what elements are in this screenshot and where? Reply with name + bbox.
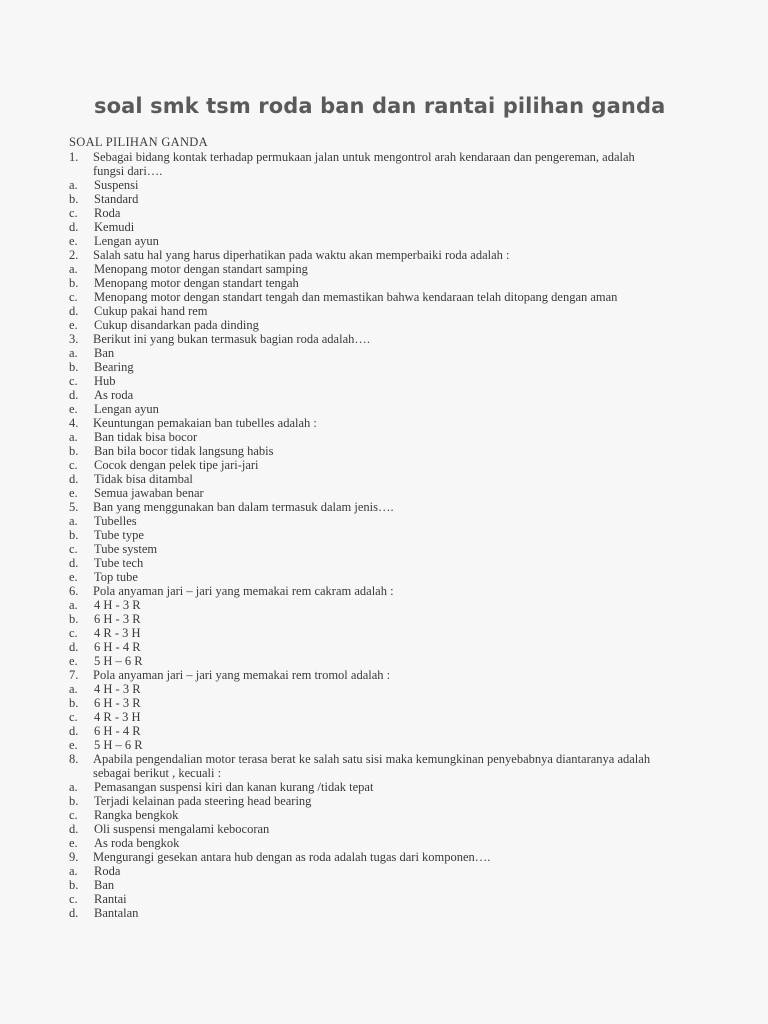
- option-letter: a.: [69, 598, 78, 612]
- option-letter: b.: [69, 192, 79, 206]
- option-text: Tube system: [94, 542, 158, 556]
- option-letter: d.: [69, 556, 79, 570]
- option-text: Oli suspensi mengalami kebocoran: [94, 822, 270, 836]
- option-item: [69, 696, 709, 710]
- option-text: Tube tech: [94, 556, 144, 570]
- option-item: [69, 808, 709, 822]
- option-item: [69, 822, 709, 836]
- option-item: [69, 864, 709, 878]
- option-text: Ban: [94, 346, 115, 360]
- question-text-continuation: [69, 164, 709, 178]
- option-text: Terjadi kelainan pada steering head bearing: [94, 794, 312, 808]
- option-letter: c.: [69, 458, 78, 472]
- option-text: 6 H - 4 R: [94, 724, 141, 738]
- question-text: Ban yang menggunakan ban dalam termasuk dalam jenis….: [93, 500, 394, 514]
- option-item: [69, 444, 709, 458]
- option-item: [69, 654, 709, 668]
- option-item: [69, 178, 709, 192]
- question-text: Keuntungan pemakaian ban tubelles adalah :: [93, 416, 317, 430]
- option-letter: e.: [69, 234, 78, 248]
- question-9: [69, 850, 709, 864]
- option-letter: a.: [69, 514, 78, 528]
- option-item: [69, 402, 709, 416]
- option-item: [69, 318, 709, 332]
- option-item: [69, 640, 709, 654]
- question-number: 7.: [69, 668, 79, 682]
- option-letter: b.: [69, 878, 79, 892]
- option-item: [69, 724, 709, 738]
- option-text: Ban: [94, 878, 115, 892]
- question-text: Pola anyaman jari – jari yang memakai rem tromol adalah :: [93, 668, 391, 682]
- option-text: Cukup disandarkan pada dinding: [94, 318, 259, 332]
- option-letter: d.: [69, 906, 79, 920]
- option-letter: c.: [69, 808, 78, 822]
- option-item: [69, 458, 709, 472]
- option-letter: c.: [69, 206, 78, 220]
- question-text: Salah satu hal yang harus diperhatikan pada waktu akan memperbaiki roda adalah :: [93, 248, 510, 262]
- question-text-cont: sebagai berikut , kecuali :: [93, 766, 222, 780]
- option-text: Kemudi: [94, 220, 135, 234]
- option-text: 4 R - 3 H: [94, 626, 141, 640]
- question-number: 5.: [69, 500, 79, 514]
- option-text: 4 H - 3 R: [94, 682, 141, 696]
- option-letter: b.: [69, 444, 79, 458]
- option-letter: c.: [69, 542, 78, 556]
- option-item: [69, 262, 709, 276]
- option-letter: a.: [69, 864, 78, 878]
- option-text: Bearing: [94, 360, 134, 374]
- option-text: Cocok dengan pelek tipe jari-jari: [94, 458, 259, 472]
- option-item: [69, 486, 709, 500]
- option-letter: c.: [69, 710, 78, 724]
- option-item: [69, 836, 709, 850]
- option-text: Roda: [94, 864, 121, 878]
- option-text: Standard: [94, 192, 139, 206]
- question-text-cont: fungsi dari….: [93, 164, 163, 178]
- option-item: [69, 234, 709, 248]
- option-letter: d.: [69, 220, 79, 234]
- option-letter: b.: [69, 528, 79, 542]
- option-letter: a.: [69, 682, 78, 696]
- option-letter: a.: [69, 262, 78, 276]
- question-text: Apabila pengendalian motor terasa berat ke salah satu sisi maka kemungkinan penyebabnya diantaranya adalah: [93, 752, 651, 766]
- option-text: Menopang motor dengan standart tengah dan memastikan bahwa kendaraan telah ditopang dengan aman: [94, 290, 618, 304]
- option-item: [69, 220, 709, 234]
- option-item: [69, 192, 709, 206]
- option-letter: e.: [69, 486, 78, 500]
- option-item: [69, 528, 709, 542]
- question-list: [69, 150, 709, 920]
- question-8: [69, 752, 709, 766]
- option-text: Lengan ayun: [94, 402, 159, 416]
- option-text: 4 R - 3 H: [94, 710, 141, 724]
- option-item: [69, 892, 709, 906]
- option-item: [69, 738, 709, 752]
- option-letter: b.: [69, 696, 79, 710]
- option-text: Pemasangan suspensi kiri dan kanan kurang /tidak tepat: [94, 780, 374, 794]
- question-2: [69, 248, 709, 262]
- option-text: Bantalan: [94, 906, 139, 920]
- option-item: [69, 780, 709, 794]
- option-text: Tube type: [94, 528, 144, 542]
- option-text: Menopang motor dengan standart samping: [94, 262, 308, 276]
- option-item: [69, 556, 709, 570]
- question-1: [69, 150, 709, 164]
- option-item: [69, 388, 709, 402]
- option-text: 6 H - 3 R: [94, 696, 141, 710]
- question-6: [69, 584, 709, 598]
- option-text: Ban tidak bisa bocor: [94, 430, 198, 444]
- option-item: [69, 430, 709, 444]
- option-item: [69, 682, 709, 696]
- question-number: 3.: [69, 332, 79, 346]
- option-text: Tubelles: [94, 514, 137, 528]
- option-text: Semua jawaban benar: [94, 486, 204, 500]
- option-letter: e.: [69, 318, 78, 332]
- option-text: As roda bengkok: [94, 836, 180, 850]
- option-letter: a.: [69, 430, 78, 444]
- question-number: 2.: [69, 248, 79, 262]
- option-letter: d.: [69, 388, 79, 402]
- option-item: [69, 360, 709, 374]
- question-3: [69, 332, 709, 346]
- option-letter: a.: [69, 178, 78, 192]
- question-4: [69, 416, 709, 430]
- option-item: [69, 346, 709, 360]
- option-letter: e.: [69, 738, 78, 752]
- option-text: As roda: [94, 388, 134, 402]
- question-text: Mengurangi gesekan antara hub dengan as roda adalah tugas dari komponen….: [93, 850, 491, 864]
- option-item: [69, 542, 709, 556]
- document-title: soal smk tsm roda ban dan rantai pilihan ganda: [94, 94, 666, 118]
- question-number: 4.: [69, 416, 79, 430]
- option-text: Suspensi: [94, 178, 139, 192]
- question-number: 1.: [69, 150, 79, 164]
- option-letter: e.: [69, 402, 78, 416]
- option-letter: d.: [69, 822, 79, 836]
- option-item: [69, 276, 709, 290]
- option-letter: e.: [69, 570, 78, 584]
- question-5: [69, 500, 709, 514]
- option-letter: c.: [69, 290, 78, 304]
- option-item: [69, 612, 709, 626]
- option-text: 5 H – 6 R: [94, 654, 143, 668]
- option-letter: b.: [69, 612, 79, 626]
- question-number: 9.: [69, 850, 79, 864]
- option-text: Menopang motor dengan standart tengah: [94, 276, 299, 290]
- option-item: [69, 878, 709, 892]
- option-text: Rangka bengkok: [94, 808, 179, 822]
- option-text: Tidak bisa ditambal: [94, 472, 193, 486]
- option-text: Rantai: [94, 892, 127, 906]
- question-7: [69, 668, 709, 682]
- option-text: Roda: [94, 206, 121, 220]
- option-letter: d.: [69, 724, 79, 738]
- question-text: Berikut ini yang bukan termasuk bagian roda adalah….: [93, 332, 371, 346]
- option-item: [69, 794, 709, 808]
- option-item: [69, 570, 709, 584]
- option-letter: b.: [69, 794, 79, 808]
- option-item: [69, 598, 709, 612]
- option-text: 6 H - 4 R: [94, 640, 141, 654]
- question-text: Pola anyaman jari – jari yang memakai rem cakram adalah :: [93, 584, 394, 598]
- option-item: [69, 906, 709, 920]
- option-text: Top tube: [94, 570, 138, 584]
- option-letter: c.: [69, 374, 78, 388]
- question-text-continuation: [69, 766, 709, 780]
- option-letter: d.: [69, 472, 79, 486]
- option-item: [69, 290, 709, 304]
- question-text: Sebagai bidang kontak terhadap permukaan jalan untuk mengontrol arah kendaraan dan pengereman, adalah: [93, 150, 635, 164]
- question-number: 8.: [69, 752, 79, 766]
- option-item: [69, 472, 709, 486]
- option-item: [69, 374, 709, 388]
- option-letter: b.: [69, 360, 79, 374]
- option-text: Lengan ayun: [94, 234, 159, 248]
- option-letter: a.: [69, 780, 78, 794]
- option-item: [69, 304, 709, 318]
- option-text: Hub: [94, 374, 116, 388]
- option-letter: c.: [69, 892, 78, 906]
- option-letter: d.: [69, 640, 79, 654]
- option-text: Ban bila bocor tidak langsung habis: [94, 444, 274, 458]
- section-title: SOAL PILIHAN GANDA: [69, 135, 208, 149]
- option-letter: e.: [69, 836, 78, 850]
- option-item: [69, 206, 709, 220]
- option-letter: c.: [69, 626, 78, 640]
- option-text: Cukup pakai hand rem: [94, 304, 208, 318]
- option-text: 5 H – 6 R: [94, 738, 143, 752]
- option-letter: b.: [69, 276, 79, 290]
- option-letter: d.: [69, 304, 79, 318]
- option-item: [69, 626, 709, 640]
- option-letter: a.: [69, 346, 78, 360]
- option-item: [69, 514, 709, 528]
- option-text: 4 H - 3 R: [94, 598, 141, 612]
- option-letter: e.: [69, 654, 78, 668]
- question-number: 6.: [69, 584, 79, 598]
- option-item: [69, 710, 709, 724]
- option-text: 6 H - 3 R: [94, 612, 141, 626]
